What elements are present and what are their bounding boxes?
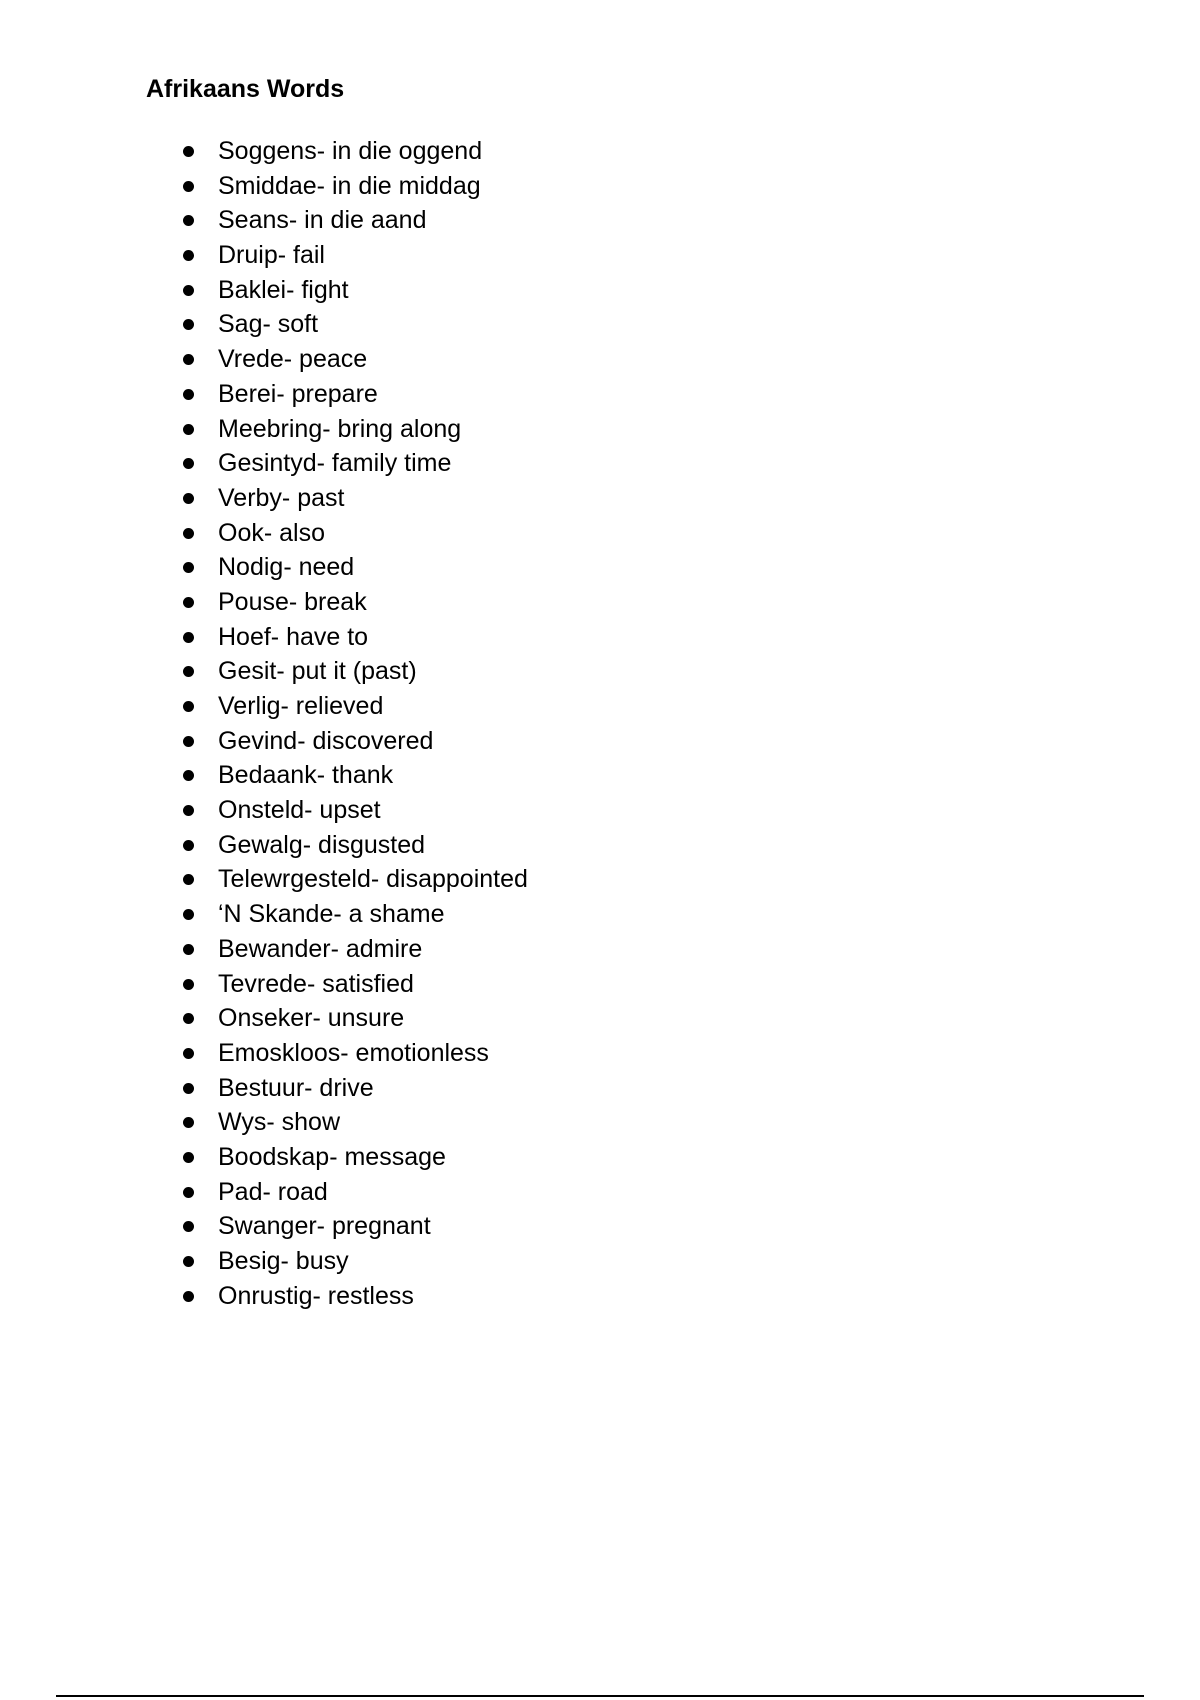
word-entry: Gevind- discovered xyxy=(218,726,434,755)
word-entry: Verby- past xyxy=(218,483,345,512)
word-entry: Seans- in die aand xyxy=(218,206,427,235)
bullet-icon xyxy=(183,1291,194,1302)
bullet-icon xyxy=(183,181,194,192)
bullet-icon xyxy=(183,1256,194,1267)
bullet-icon xyxy=(183,701,194,712)
bullet-icon xyxy=(183,146,194,157)
bullet-icon xyxy=(183,424,194,435)
bullet-icon xyxy=(183,493,194,504)
page-bottom-rule xyxy=(56,1695,1144,1697)
word-entry: Onrustig- restless xyxy=(218,1281,414,1310)
bullet-icon xyxy=(183,944,194,955)
bullet-icon xyxy=(183,1117,194,1128)
bullet-icon xyxy=(183,1013,194,1024)
bullet-icon xyxy=(183,528,194,539)
bullet-icon xyxy=(183,389,194,400)
bullet-icon xyxy=(183,597,194,608)
bullet-icon xyxy=(183,909,194,920)
word-entry: Berei- prepare xyxy=(218,379,378,408)
bullet-icon xyxy=(183,979,194,990)
word-entry: Nodig- need xyxy=(218,553,355,582)
bullet-icon xyxy=(183,770,194,781)
bullet-icon xyxy=(183,215,194,226)
word-entry: Smiddae- in die middag xyxy=(218,171,481,200)
bullet-icon xyxy=(183,840,194,851)
bullet-icon xyxy=(183,250,194,261)
word-entry: Wys- show xyxy=(218,1108,341,1137)
bullet-icon xyxy=(183,319,194,330)
bullet-icon xyxy=(183,458,194,469)
bullet-icon xyxy=(183,1048,194,1059)
word-entry: Besig- busy xyxy=(218,1247,349,1275)
word-entry: Baklei- fight xyxy=(218,275,349,304)
bullet-icon xyxy=(183,1187,194,1198)
bullet-icon xyxy=(183,874,194,885)
word-entry: ‘N Skande- a shame xyxy=(218,900,445,929)
word-entry: Gesit- put it (past) xyxy=(218,657,417,686)
word-entry: Gewalg- disgusted xyxy=(218,830,426,859)
bullet-icon xyxy=(183,666,194,677)
word-entry: Gesintyd- family time xyxy=(218,449,452,478)
bullet-icon xyxy=(183,805,194,816)
bullet-icon xyxy=(183,736,194,747)
bullet-icon xyxy=(183,1152,194,1163)
word-entry: Verlig- relieved xyxy=(218,692,384,720)
bullet-icon xyxy=(183,632,194,643)
bullet-icon xyxy=(183,562,194,573)
bullet-icon xyxy=(183,1083,194,1094)
word-entry: Swanger- pregnant xyxy=(218,1212,431,1241)
bullet-icon xyxy=(183,285,194,296)
word-entry: Pouse- break xyxy=(218,587,367,616)
word-entry: Ook- also xyxy=(218,518,325,547)
word-entry: Sag- soft xyxy=(218,310,319,339)
word-entry: Telewrgesteld- disappointed xyxy=(218,865,528,894)
word-entry: Bedaank- thank xyxy=(218,761,394,790)
word-entry: Emoskloos- emotionless xyxy=(218,1038,489,1067)
word-entry: Vrede- peace xyxy=(218,345,368,374)
bullet-icon xyxy=(183,1221,194,1232)
word-entry: Onseker- unsure xyxy=(218,1004,405,1033)
word-entry: Bestuur- drive xyxy=(218,1073,374,1102)
word-entry: Onsteld- upset xyxy=(218,796,381,825)
word-entry: Druip- fail xyxy=(218,241,325,270)
word-entry: Hoef- have to xyxy=(218,622,369,651)
word-entry: Boodskap- message xyxy=(218,1142,446,1171)
word-entry: Pad- road xyxy=(218,1177,328,1206)
bullet-icon xyxy=(183,354,194,365)
word-entry: Tevrede- satisfied xyxy=(218,969,414,998)
word-entry: Soggens- in die oggend xyxy=(218,137,483,165)
word-entry: Meebring- bring along xyxy=(218,414,462,443)
word-entry: Bewander- admire xyxy=(218,934,423,963)
document-title: Afrikaans Words xyxy=(146,75,345,103)
